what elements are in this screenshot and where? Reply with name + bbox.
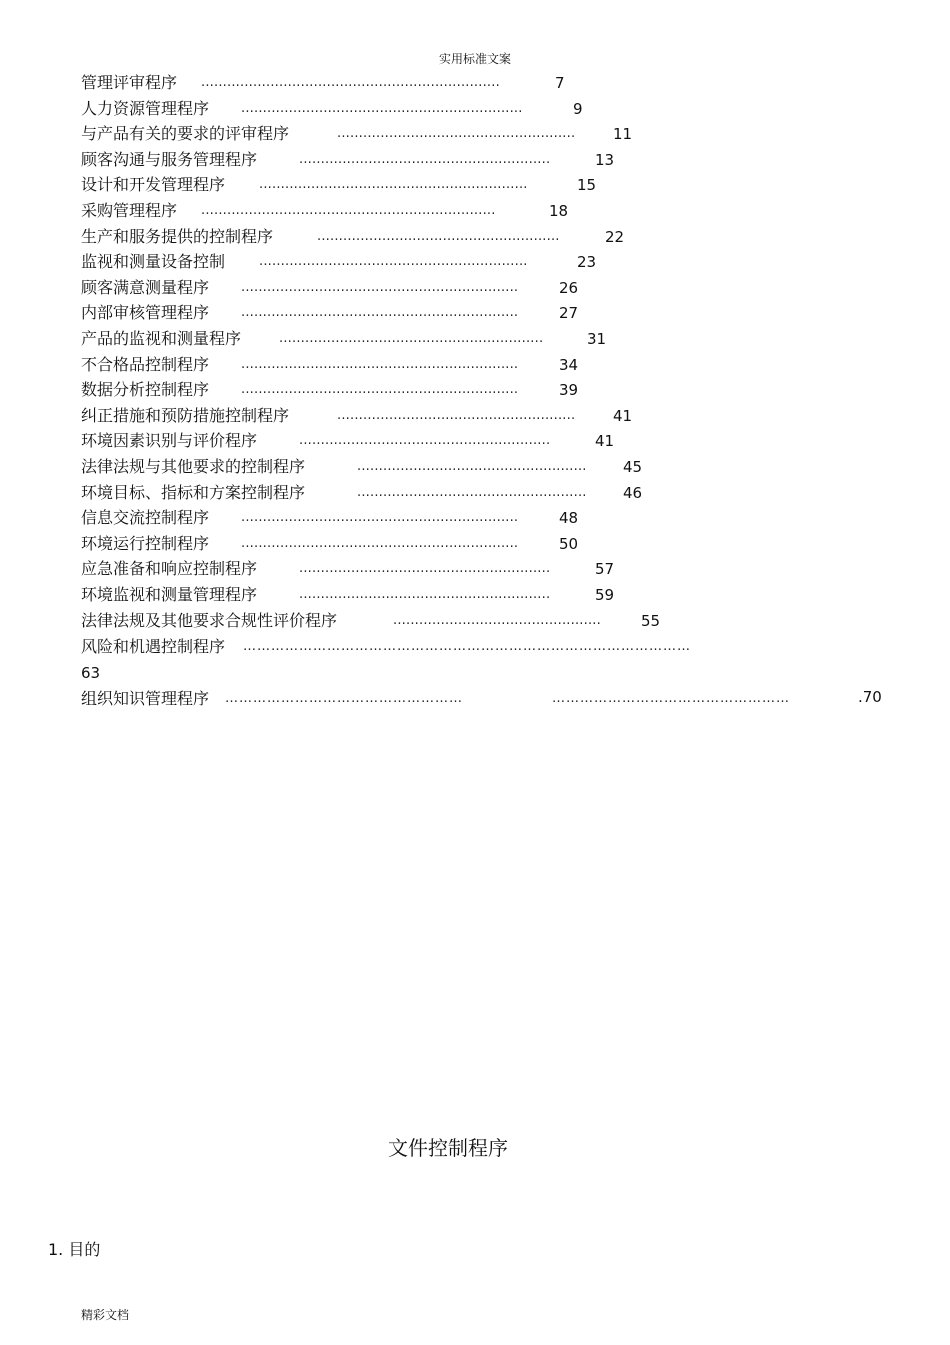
toc-entry-leader: .............................................................. [259,254,528,270]
toc-entry-title: 产品的监视和测量程序 [81,329,242,348]
toc-entry-leader: ................................................................ [241,535,519,551]
toc-entry-leader: .......................................................... [299,151,551,167]
toc-entry-leader: …………………………………………………………………………………… [243,639,691,654]
toc-entry-page: 39 [559,381,579,400]
toc-entry-leader: ................................................................ [241,305,519,321]
toc-entry-title: 环境目标、指标和方案控制程序 [81,482,306,502]
toc-entry-leader: ....................................................... [337,407,576,423]
toc-entry-page: 15 [577,176,597,195]
toc-entry-page: 63 [81,664,101,682]
toc-entry-leader: …………………………………………… [225,691,463,706]
toc-entry-title: 监视和测量设备控制 [81,252,226,272]
toc-entry-leader: ........................................................ [317,228,560,244]
toc-entry-page: 50 [559,534,579,553]
toc-entry-page: 46 [623,483,643,502]
toc-entry-title: 信息交流控制程序 [81,508,210,528]
toc-entry-page: 59 [595,586,615,604]
toc-entry-page: 11 [613,125,633,144]
toc-entry-leader: ..................................................................... [201,75,500,90]
toc-entry-leader: ................................................................ [241,510,519,526]
toc-entry-leader: ....................................................... [337,126,576,142]
toc-entry-title: 采购管理程序 [81,201,178,220]
toc-entry-title: 纠正措施和预防措施控制程序 [81,405,290,425]
toc-entry-title: 管理评审程序 [81,73,178,92]
toc-entry-page: 27 [559,304,579,323]
toc-entry-title: 法律法规与其他要求的控制程序 [81,457,306,476]
toc-entry-page: .70 [858,688,882,706]
toc-entry-page: 18 [549,202,569,220]
toc-entry-page: 45 [623,458,643,476]
toc-entry-title: 组织知识管理程序 [81,689,210,708]
toc-entry-title: 与产品有关的要求的评审程序 [81,124,290,144]
page-header: 实用标准文案 [438,52,511,66]
toc-entry-leader: .................................................................... [201,203,496,218]
toc-entry-title: 风险和机遇控制程序 [81,637,226,656]
toc-entry-page: 41 [613,406,633,425]
toc-entry-leader: ................................................................ [241,279,519,295]
toc-entry-leader: ..................................................... [357,484,587,500]
toc-entry-title: 环境因素识别与评价程序 [81,431,258,451]
toc-entry-page: 55 [641,611,661,630]
toc-entry-title: 不合格品控制程序 [81,354,210,374]
toc-entry-page: 48 [559,509,579,528]
toc-entry-title: 内部审核管理程序 [81,303,210,323]
toc-entry-leader: ..................................................... [357,459,587,474]
subsection-heading: 1. 目的 [48,1240,101,1259]
toc-entry-title: 应急准备和响应控制程序 [81,559,258,579]
toc-entry-title: 数据分析控制程序 [81,380,210,400]
toc-entry-page: 57 [595,560,615,579]
toc-entry-title: 生产和服务提供的控制程序 [81,226,274,246]
toc-entry-page: 9 [573,99,583,118]
toc-entry-leader: ................................................................. [241,100,523,116]
toc-entry-leader: .......................................................... [299,433,551,449]
toc-entry-title: 设计和开发管理程序 [81,175,226,195]
toc-entry-page: 23 [577,253,597,272]
toc-entry-page: 41 [595,432,615,451]
page-footer: 精彩文档 [81,1308,130,1322]
toc-entry-title: 人力资源管理程序 [81,98,210,118]
toc-entry-leader: ................................................................ [241,382,519,398]
toc-entry-page: 31 [587,330,607,348]
toc-entry-leader: ................................................................ [241,356,519,372]
toc-entry-leader: .......................................................... [299,587,551,602]
toc-entry-leader: .............................................................. [259,177,528,193]
toc-entry-page: 26 [559,278,579,297]
section-title: 文件控制程序 [388,1136,508,1160]
toc-entry-page: 13 [595,150,615,169]
toc-entry-title: 顾客满意测量程序 [81,277,210,297]
toc-entry-leader: ............................................................. [279,331,544,346]
toc-entry-leader: .......................................................... [299,561,551,577]
toc-entry-page: 22 [605,227,625,246]
toc-entry-title: 环境监视和测量管理程序 [81,585,258,604]
toc-entry-title: 环境运行控制程序 [81,533,210,553]
toc-entry-page: 7 [555,74,565,92]
toc-entry-title: 顾客沟通与服务管理程序 [81,149,258,169]
toc-entry-leader: …………………………………………… [552,691,790,706]
toc-entry-leader: ................................................ [393,612,601,628]
toc-entry-title: 法律法规及其他要求合规性评价程序 [81,610,338,630]
toc-entry-page: 34 [559,355,579,374]
